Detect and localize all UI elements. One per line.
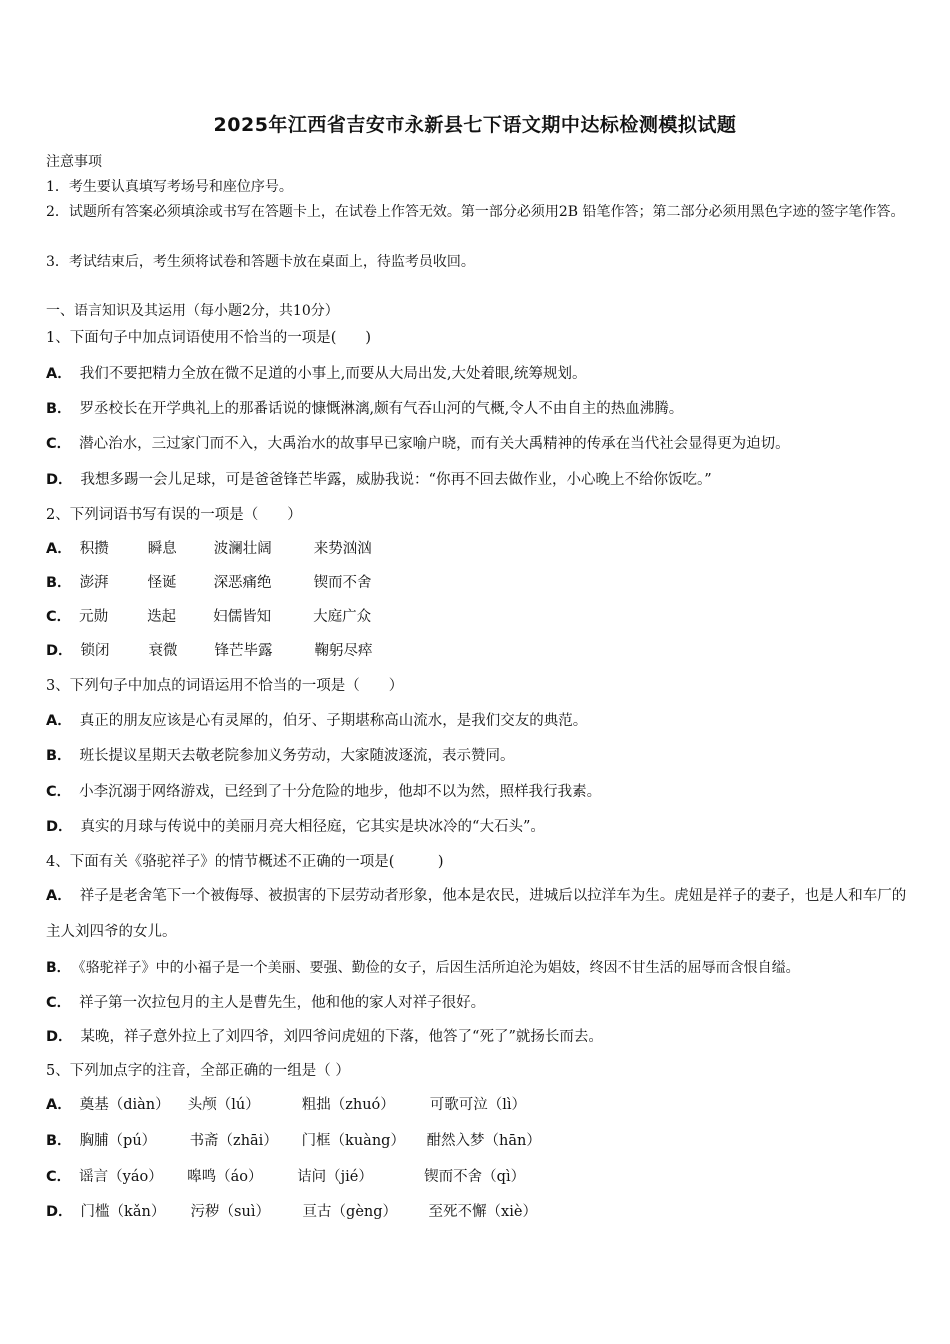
- option-word: 迭起: [147, 609, 177, 625]
- option-a: [46, 878, 916, 950]
- option-label: B．: [46, 1133, 72, 1149]
- option-word: 大庭广众: [313, 609, 372, 625]
- option-text: 罗丞校长在开学典礼上的那番话说的慷慨淋漓,颇有气吞山河的气概,令人不由自主的热血沸腾。: [79, 401, 684, 417]
- option-word: 门框（kuàng）: [301, 1133, 405, 1149]
- option-word: 酣然入梦（hān）: [426, 1133, 541, 1149]
- question-stem: 5、下列加点字的注音，全部正确的一组是（ ）: [46, 1063, 350, 1079]
- option-word: 元勋: [79, 609, 109, 625]
- option-word: 奠基（diàn）: [79, 1097, 170, 1113]
- option-a: [46, 362, 587, 383]
- option-c: [46, 780, 601, 801]
- option-text: 我想多踢一会儿足球，可是爸爸锋芒毕露，威胁我说：“你再不回去做作业，小心晚上不给你饭吃。”: [80, 472, 712, 488]
- option-label: D．: [46, 819, 73, 835]
- option-b: [46, 397, 683, 418]
- option-c: [46, 432, 790, 453]
- option-text: 祥子是老舍笔下一个被侮辱、被损害的下层劳动者形象，他本是农民，进城后以拉洋车为生。虎妞是祥子的妻子，也是人和车厂的主人刘四爷的女儿。: [46, 888, 907, 940]
- notice-heading: 注意事项: [46, 154, 102, 170]
- option-label: A．: [46, 888, 72, 904]
- option-text: 祥子第一次拉包月的主人是曹先生，他和他的家人对祥子很好。: [79, 995, 486, 1011]
- option-word: 锲而不舍（qì）: [424, 1169, 526, 1185]
- option-label: A．: [46, 541, 72, 557]
- option-label: B．: [46, 748, 72, 764]
- option-a: [46, 1093, 526, 1114]
- option-word: 积攒: [79, 541, 109, 557]
- option-text: 小李沉溺于网络游戏，已经到了十分危险的地步，他却不以为然，照样我行我素。: [79, 784, 602, 800]
- option-word: 谣言（yáo）: [79, 1169, 163, 1185]
- option-a: [46, 537, 372, 558]
- option-word: 粗拙（zhuó）: [301, 1097, 395, 1113]
- option-text: 班长提议星期天去敬老院参加义务劳动，大家随波逐流，表示赞同。: [79, 748, 515, 764]
- option-word: 书斋（zhāi）: [189, 1133, 278, 1149]
- option-word: 嗥鸣（áo）: [187, 1169, 263, 1185]
- option-c: [46, 605, 371, 626]
- option-label: C．: [46, 784, 72, 800]
- option-b: [46, 1129, 541, 1150]
- option-word: 锲而不舍: [313, 575, 372, 591]
- option-word: 胸脯（pú）: [79, 1133, 157, 1149]
- option-word: 怪诞: [147, 575, 177, 591]
- option-word: 门槛（kǎn）: [80, 1204, 166, 1220]
- option-label: D．: [46, 1029, 73, 1045]
- option-d: [46, 1200, 537, 1221]
- option-word: 瞬息: [147, 541, 177, 557]
- option-word: 头颅（lú）: [187, 1097, 260, 1113]
- option-word: 鞠躬尽瘁: [314, 643, 373, 659]
- option-label: B．: [46, 401, 72, 417]
- option-label: C．: [46, 995, 72, 1011]
- option-label: B．: [46, 575, 72, 591]
- question-stem: 2、下列词语书写有误的一项是（ ）: [46, 507, 302, 523]
- notice-item: 3．考试结束后，考生须将试卷和答题卡放在桌面上，待监考员收回。: [46, 254, 475, 270]
- option-d: [46, 468, 712, 489]
- option-text: 某晚，祥子意外拉上了刘四爷，刘四爷问虎妞的下落，他答了“死了”就扬长而去。: [80, 1029, 603, 1045]
- option-word: 可歌可泣（lì）: [429, 1097, 527, 1113]
- question-stem: 4、下面有关《骆驼祥子》的情节概述不正确的一项是( ): [46, 854, 444, 870]
- option-label: D．: [46, 643, 73, 659]
- option-label: B．: [46, 960, 71, 976]
- option-c: [46, 1165, 525, 1186]
- option-text: 真实的月球与传说中的美丽月亮大相径庭，它其实是块冰冷的“大石头”。: [80, 819, 545, 835]
- section-heading: 一、语言知识及其运用（每小题2分，共10分）: [46, 303, 339, 319]
- option-word: 来势汹汹: [313, 541, 372, 557]
- option-text: 我们不要把精力全放在微不足道的小事上,而要从大局出发,大处着眼,统筹规划。: [79, 366, 587, 382]
- option-word: 深恶痛绝: [213, 575, 272, 591]
- option-word: 污秽（suì）: [190, 1204, 270, 1220]
- option-label: C．: [46, 436, 72, 452]
- notice-item: 1．考生要认真填写考场号和座位序号。: [46, 179, 293, 195]
- option-word: 妇儒皆知: [213, 609, 272, 625]
- option-b: [46, 744, 515, 765]
- option-word: 锁闭: [80, 643, 110, 659]
- option-text: 真正的朋友应该是心有灵犀的，伯牙、子期堪称高山流水，是我们交友的典范。: [79, 713, 588, 729]
- option-word: 锋芒毕露: [214, 643, 273, 659]
- option-b: [46, 957, 800, 977]
- option-word: 衰微: [148, 643, 178, 659]
- option-d: [46, 1025, 603, 1046]
- option-label: D．: [46, 1204, 73, 1220]
- option-label: A．: [46, 1097, 72, 1113]
- page-title: 2025年江西省吉安市永新县七下语文期中达标检测模拟试题: [213, 114, 737, 136]
- option-a: [46, 709, 587, 730]
- option-word: 亘古（gèng）: [302, 1204, 398, 1220]
- notice-item: 2．试题所有答案必须填涂或书写在答题卡上，在试卷上作答无效。第一部分必须用2B 铅笔作答；第二部分必须用黑色字迹的签字笔作答。: [46, 204, 905, 220]
- option-word: 诘问（jié）: [297, 1169, 373, 1185]
- question-stem: 3、下列句子中加点的词语运用不恰当的一项是（ ）: [46, 678, 404, 694]
- question-stem: 1、下面句子中加点词语使用不恰当的一项是( ): [46, 330, 372, 346]
- option-text: 《骆驼祥子》中的小福子是一个美丽、要强、勤俭的女子，后因生活所迫沦为娼妓，终因不甘生活的屈辱而含恨自缢。: [78, 960, 800, 976]
- option-label: A．: [46, 713, 72, 729]
- option-b: [46, 571, 372, 592]
- option-c: [46, 991, 485, 1012]
- option-text: 潜心治水，三过家门而不入，大禹治水的故事早已家喻户晓，而有关大禹精神的传承在当代社会显得更为迫切。: [79, 436, 790, 452]
- option-label: C．: [46, 609, 72, 625]
- option-word: 波澜壮阔: [213, 541, 272, 557]
- option-d: [46, 639, 373, 660]
- option-d: [46, 815, 545, 836]
- option-label: D．: [46, 472, 73, 488]
- option-label: A．: [46, 366, 72, 382]
- option-word: 澎湃: [79, 575, 109, 591]
- option-word: 至死不懈（xiè）: [428, 1204, 537, 1220]
- option-label: C．: [46, 1169, 72, 1185]
